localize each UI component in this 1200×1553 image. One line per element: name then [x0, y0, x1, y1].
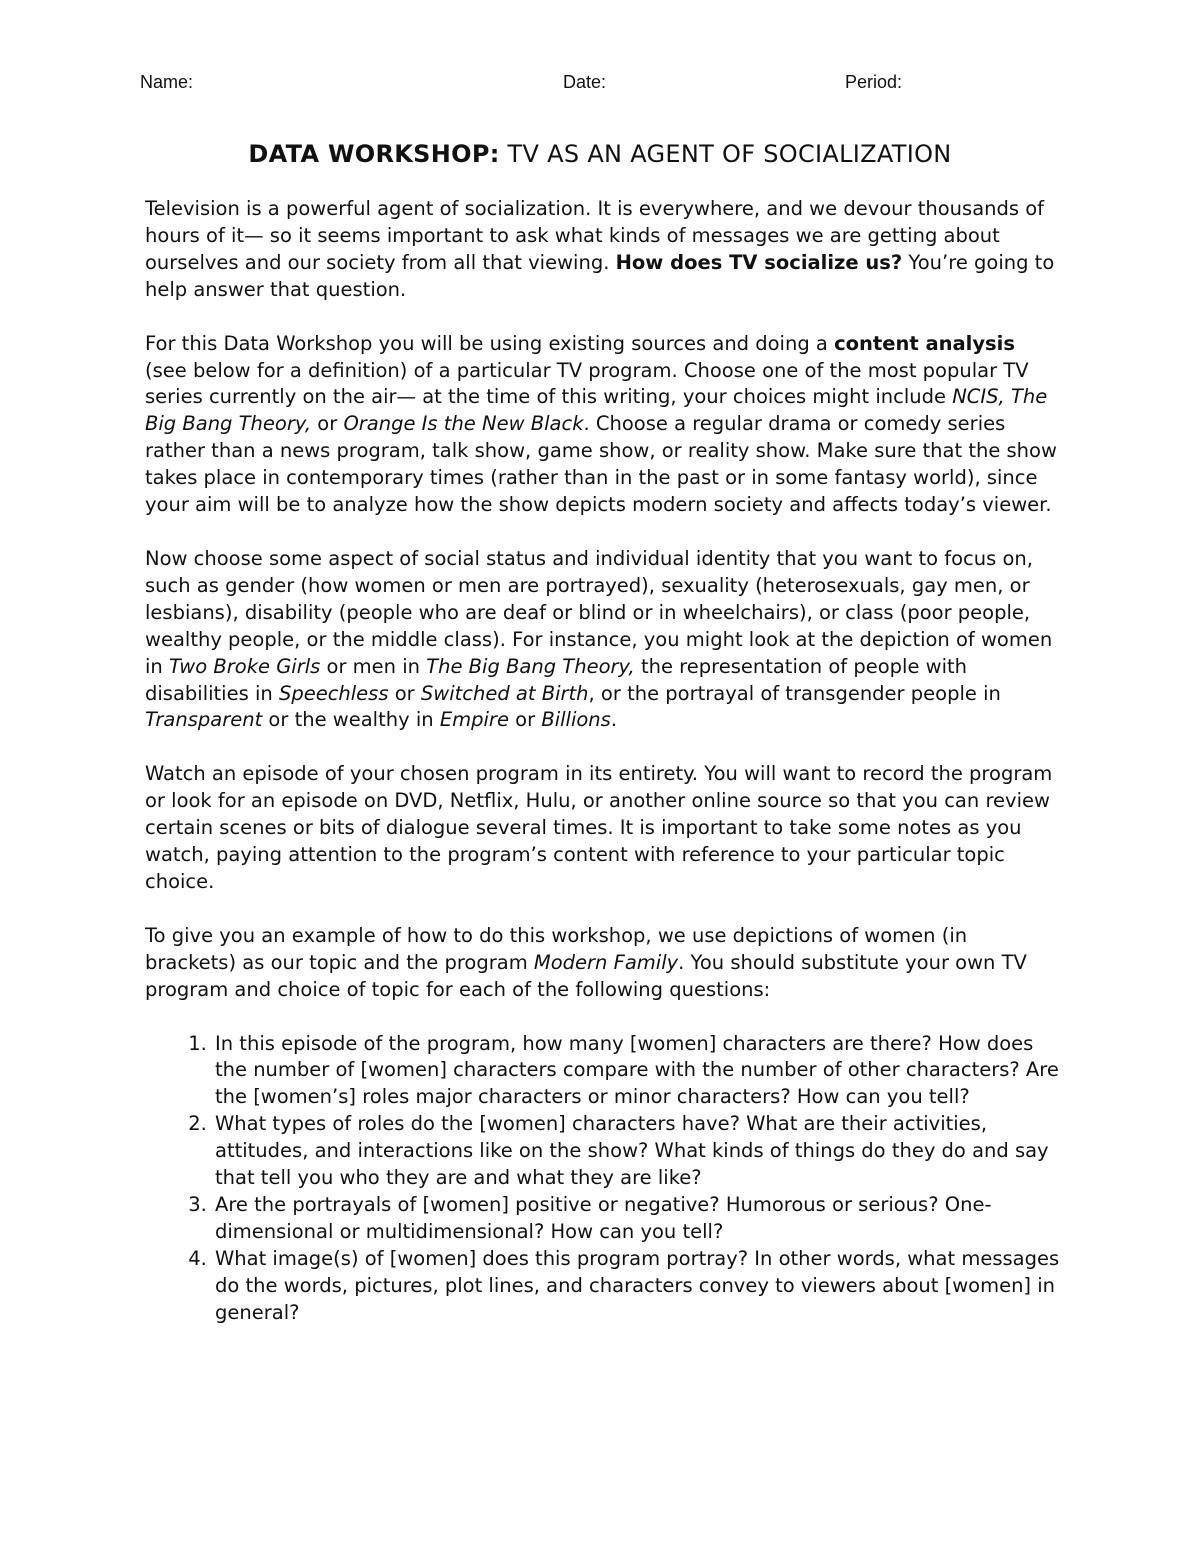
show-title: The Big Bang Theory,: [426, 654, 635, 678]
show-title: Billions: [541, 708, 611, 732]
show-title: Empire: [439, 708, 509, 732]
title-bold: DATA WORKSHOP:: [248, 140, 500, 168]
example-paragraph: [145, 923, 1060, 1004]
topic-paragraph: [145, 546, 1060, 734]
text-run: (see below for a definition) of a particular TV program. Choose one of the most popular TV series currently on the air— at the time of this writing, your choices might include: [145, 358, 1029, 409]
bold-question: How does TV socialize us?: [615, 250, 903, 274]
text-run: . Choose a regular drama or comedy series rather than a news program, talk show, game show, or reality show. Make sure that the show takes place in contemporary times (rather than in the past or in some fantasy world), since your aim will be to analyze how the show depicts modern society and affects today’s viewer.: [145, 412, 1057, 517]
text-run: To give you an example of how to do this workshop, we use depictions of women (in brackets) as our topic and the program: [145, 923, 968, 974]
watch-paragraph: [145, 761, 1060, 896]
text-run: or: [311, 412, 344, 436]
text-run: .: [610, 708, 618, 732]
show-title: Transparent: [145, 708, 263, 732]
header-fields: [0, 72, 1200, 98]
date-label: Date:: [563, 72, 607, 92]
intro-paragraph: [145, 196, 1060, 304]
text-run: Television is a powerful agent of socialization. It is everywhere, and we devour thousands of hours of it— so it seems important to ask what kinds of messages we are getting about ourselves and our society from all that viewing.: [145, 197, 1045, 274]
show-title: Two Broke Girls: [168, 654, 321, 678]
text-run: or: [388, 681, 421, 705]
title-rest: TV AS AN AGENT OF SOCIALIZATION: [499, 140, 952, 168]
text-run: or the wealthy in: [262, 708, 440, 732]
instructions-paragraph: [145, 331, 1060, 519]
text-run: or: [508, 708, 542, 732]
question-item: 3. Are the portrayals of [women] positive or negative? Humorous or serious? One-dimensional or multidimensional? How can you tell?: [213, 1192, 1060, 1246]
show-title: Switched at Birth: [420, 681, 589, 705]
text-run: . You should substitute your own TV program and choice of topic for each of the following questions:: [145, 950, 1027, 1001]
show-title: Orange Is the New Black: [343, 412, 584, 436]
text-run: or men in: [320, 654, 427, 678]
show-title: Modern Family: [533, 950, 679, 974]
question-list: [145, 1031, 1060, 1327]
show-title: NCIS, The Big Bang Theory,: [145, 385, 1048, 436]
text-run: Now choose some aspect of social status and individual identity that you want to focus on, such as gender (how women or men are portrayed), sexuality (heterosexuals, gay men, or lesbians), disability (people who are deaf or blind or in wheelchairs), or class (poor people, wealthy people, or the middle class). For instance, you might look at the depiction of women in: [145, 546, 1053, 678]
worksheet-body: [145, 196, 1060, 1327]
question-item: 4. What image(s) of [women] does this program portray? In other words, what messages do the words, pictures, plot lines, and characters convey to viewers about [women] in general?: [213, 1246, 1060, 1327]
text-run: Watch an episode of your chosen program in its entirety. You will want to record the program or look for an episode on DVD, Netflix, Hulu, or another online source so that you can review certain scenes or bits of dialogue several times. It is important to take some notes as you watch, paying attention to the program’s content with reference to your particular topic choice.: [145, 762, 1053, 893]
bold-term: content analysis: [834, 331, 1015, 355]
page-title: [0, 140, 1200, 168]
show-title: Speechless: [278, 681, 389, 705]
text-run: the representation of people with disabilities in: [145, 654, 968, 705]
text-run: You’re going to help answer that question.: [145, 250, 1055, 301]
question-item: 1. In this episode of the program, how many [women] characters are there? How does the number of [women] characters compare with the number of other characters? Are the [women’s] roles major characters or minor characters? How can you tell?: [213, 1031, 1060, 1112]
period-label: Period:: [845, 72, 903, 92]
name-label: Name:: [140, 72, 194, 92]
text-run: , or the portrayal of transgender people in: [588, 681, 1001, 705]
text-run: For this Data Workshop you will be using existing sources and doing a: [145, 331, 835, 355]
question-item: 2. What types of roles do the [women] characters have? What are their activities, attitudes, and interactions like on the show? What kinds of things do they do and say that tell you who they are and what they are like?: [213, 1111, 1060, 1192]
